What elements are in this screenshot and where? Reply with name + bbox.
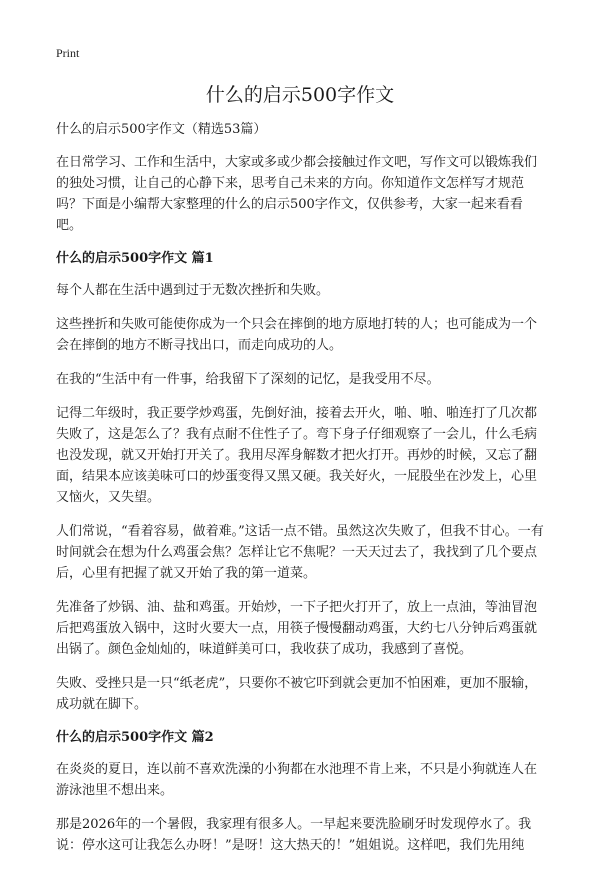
paragraph: 人们常说，“看着容易，做着难。”这话一点不错。虽然这次失败了，但我不甘心。一有时间就会在想为什么鸡蛋会焦？怎样让它不焦呢？一天天过去了，我找到了几个要点后，心里有把握了就又开始了我的第一道菜。 [56,524,544,581]
print-label[interactable]: Print [56,46,80,60]
section-heading-1: 什么的启示500字作文 篇1 [56,251,214,266]
article-body [56,120,546,869]
paragraph: 这些挫折和失败可能使你成为一个只会在摔倒的地方原地打转的人；也可能成为一个会在摔倒的地方不断寻找出口，而走向成功的人。 [56,317,538,353]
paragraph: 先准备了炒锅、油、盐和鸡蛋。开始炒，一下子把火打开了，放上一点油，等油冒泡后把鸡蛋放入锅中，这时火要大一点，用筷子慢慢翻动鸡蛋，大约七八分钟后鸡蛋就出锅了。颜色金灿灿的，味道鲜美可口，我收获了成功，我感到了喜悦。 [56,600,538,657]
paragraph: 在炎炎的夏日，连以前不喜欢洗澡的小狗都在水池理不肯上来，不只是小狗就连人在游泳池里不想出来。 [56,762,538,798]
paragraph: 每个人都在生活中遇到过于无数次挫折和失败。 [56,283,330,298]
intro-paragraph: 在日常学习、工作和生活中，大家或多或少都会接触过作文吧，写作文可以锻炼我们的独处习惯，让自己的心静下来，思考自己未来的方向。你知道作文怎样写才规范吗？下面是小编帮大家整理的什么的启示500字作文，仅供参考，大家一起来看看吧。 [56,155,538,233]
paragraph: 在我的“生活中有一件事，给我留下了深刻的记忆，是我受用不尽。 [56,372,440,387]
page-title: 什么的启示500字作文 [205,84,395,106]
paragraph: 那是2026年的一个暑假，我家理有很多人。一早起来要洗脸刷牙时发现停水了。我说：停水这可让我怎么办呀！”是呀！这大热天的！”姐姐说。这样吧，我们先用纯 [56,817,532,853]
article-subtitle: 什么的启示500字作文（精选53篇） [56,122,267,137]
section-heading-2: 什么的启示500字作文 篇2 [56,730,214,745]
paragraph: 记得二年级时，我正要学炒鸡蛋，先倒好油，接着去开火，啪、啪、啪连打了几次都失败了，这是怎么了？我有点耐不住性子了。弯下身子仔细观察了一会儿，什么毛病也没发现，就又开始打开关了。我用尽浑身解数才把火打开。再炒的时候，又忘了翻面，结果本应该美味可口的炒蛋变得又黑又硬。我关好火，一屁股坐在沙发上，心里又恼火，又失望。 [56,406,538,505]
paragraph: 失败、受挫只是一只“纸老虎”，只要你不被它吓到就会更加不怕困难，更加不服输，成功就在脚下。 [56,676,538,712]
